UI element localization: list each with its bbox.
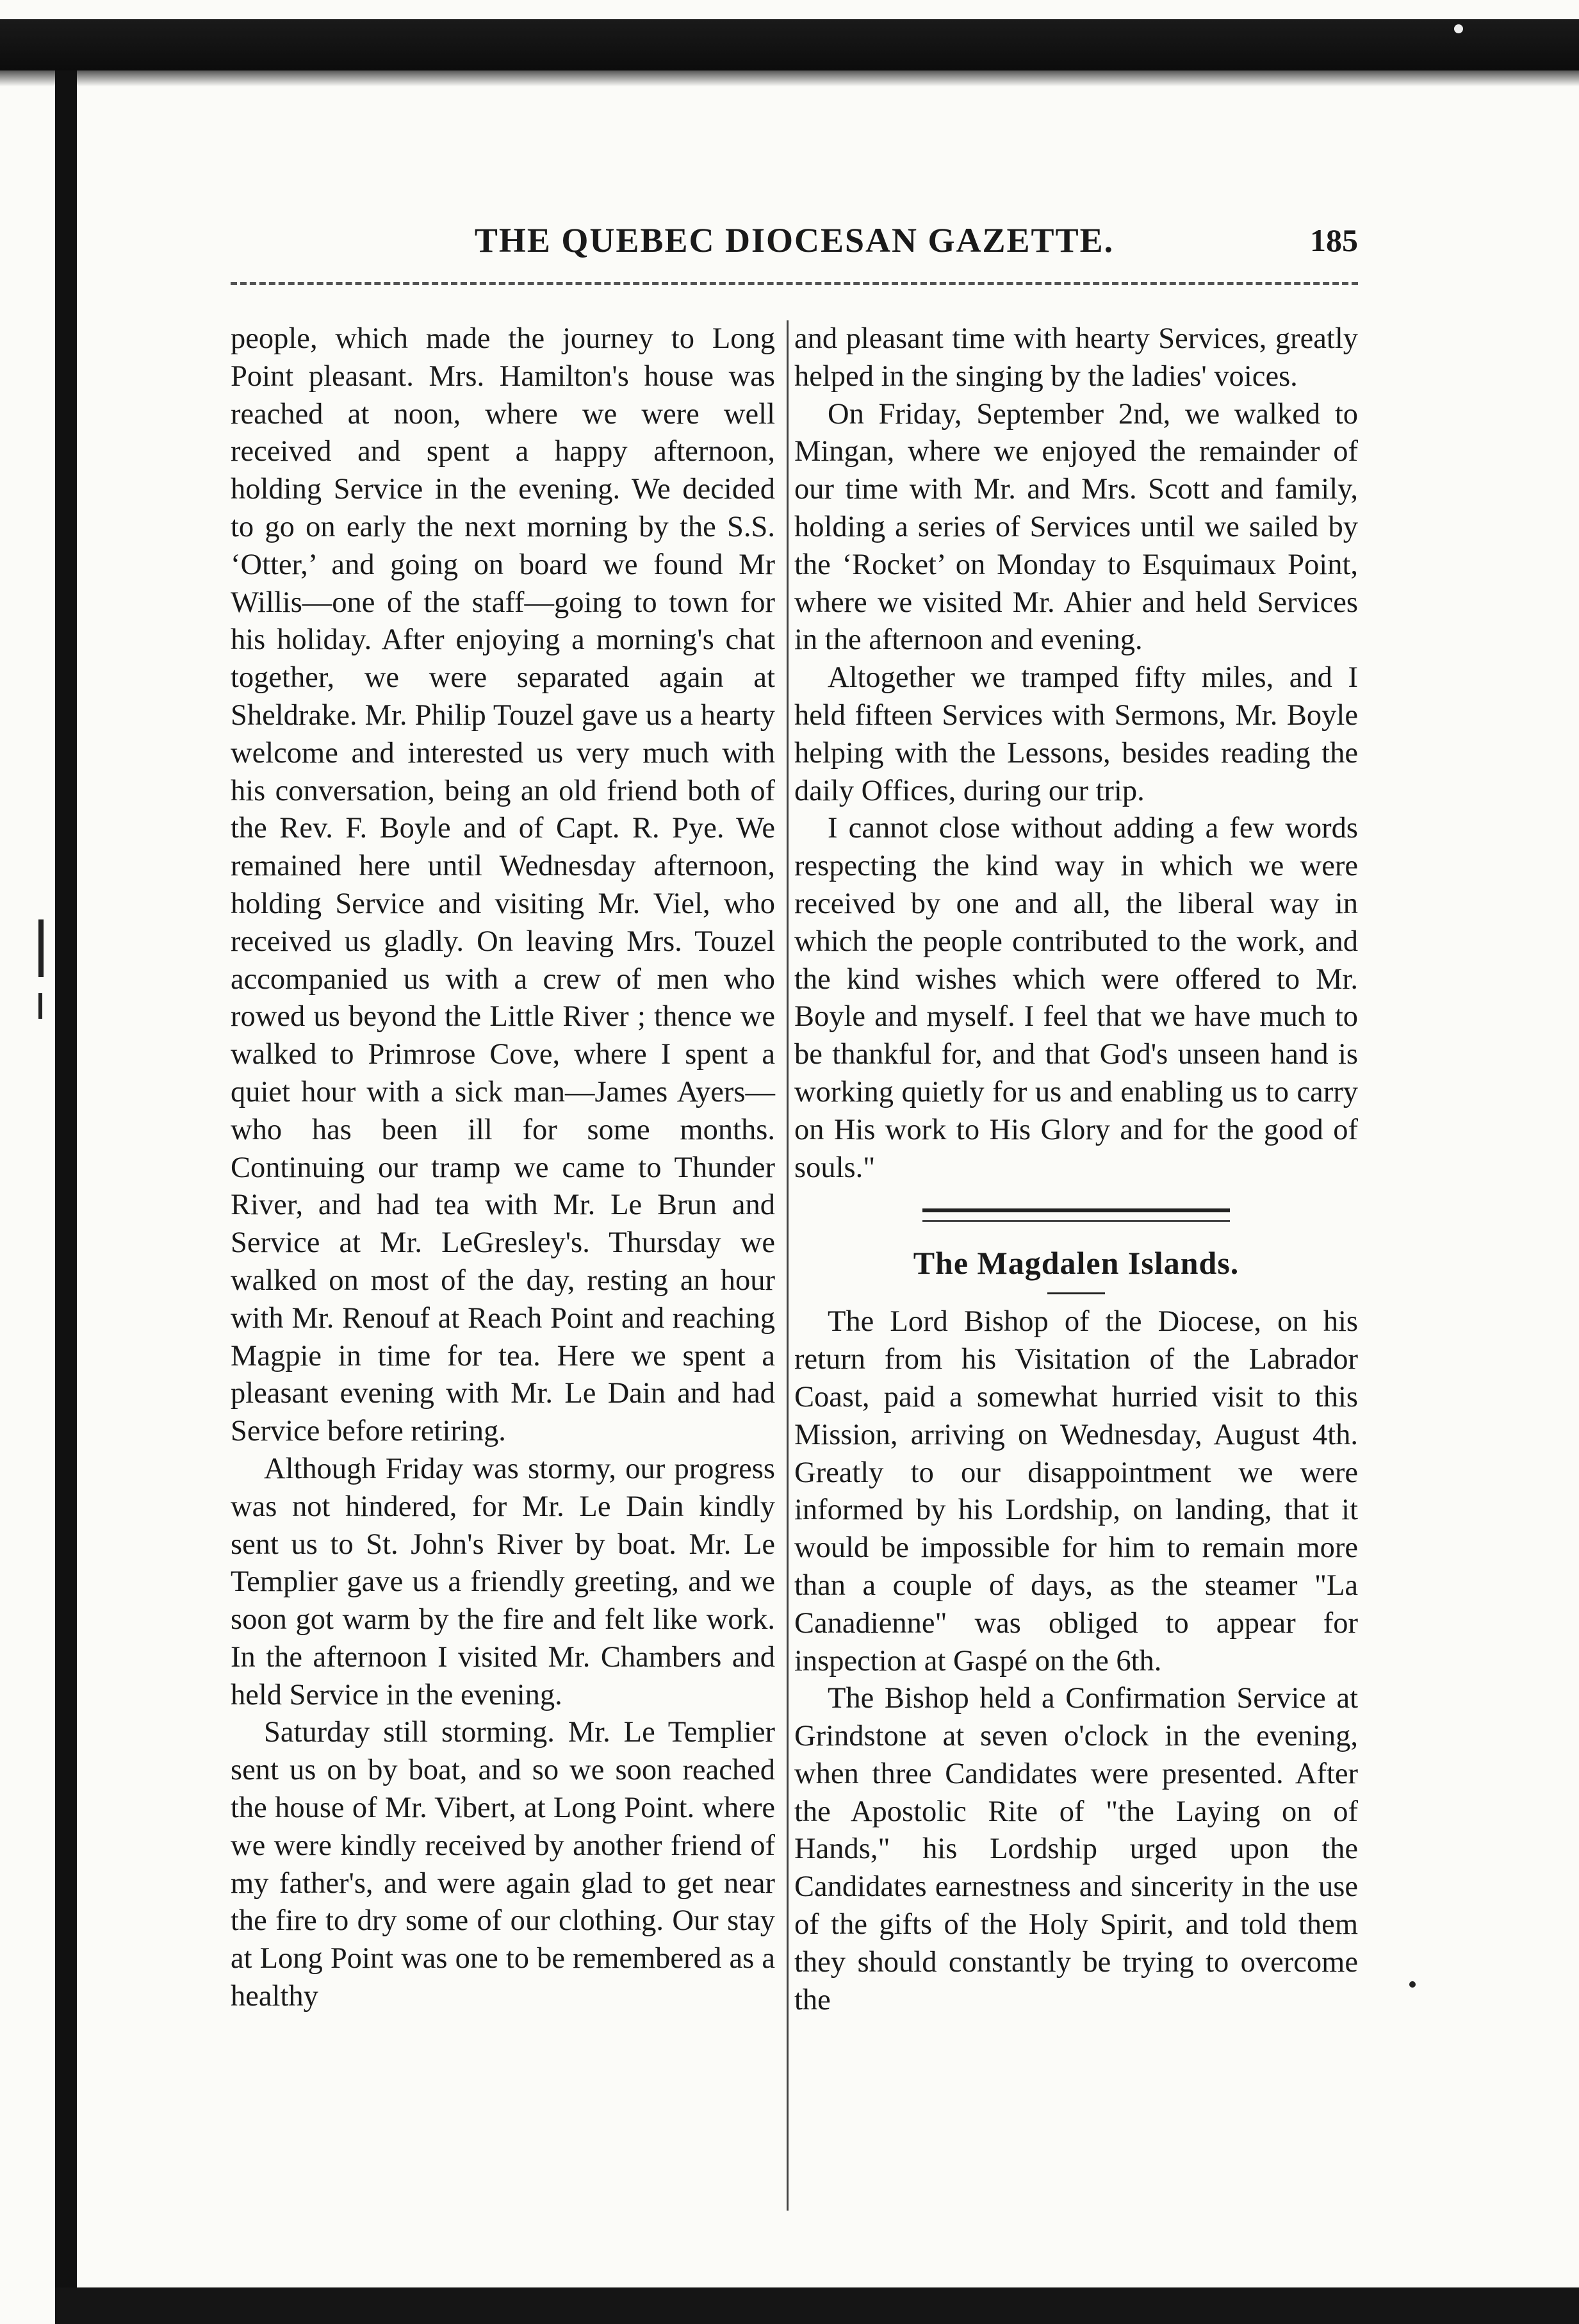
page-header xyxy=(231,211,1358,269)
scan-speck xyxy=(38,993,42,1019)
header-divider xyxy=(231,282,1358,285)
paragraph: Saturday still storming. Mr. Le Templier sent us on by boat, and so we soon reached the house of Mr. Vibert, at Long Point. where we were kindly received by another friend of my father's, and were again glad to get near the fire to dry some of our clothing. Our stay at Long Point was one to be remembered as a healthy xyxy=(231,1716,775,2013)
scan-speck xyxy=(1409,1981,1416,1988)
right-column xyxy=(794,320,1358,2019)
paragraph: and pleasant time with hearty Services, greatly helped in the singing by the ladies' voices. xyxy=(794,322,1358,393)
page-number: 185 xyxy=(1310,222,1358,258)
scan-speck xyxy=(38,919,44,977)
paragraph: On Friday, September 2nd, we walked to Mingan, where we enjoyed the remainder of our time with Mr. and Mrs. Scott and family, holding a series of Services until we sailed by the ‘Rocket’ on Monday to Esquimaux Point, where we visited Mr. Ahier and held Services in the afternoon and evening. xyxy=(794,397,1358,657)
paragraph: Altogether we tramped fifty miles, and I held fifteen Services with Sermons, Mr. Boyle helping with the Lessons, besides reading the daily Offices, during our trip. xyxy=(794,661,1358,807)
paragraph: The Lord Bishop of the Diocese, on his return from his Visitation of the Labrador Coast, paid a somewhat hurried visit to this Mission, arriving on Wednesday, August 4th. Greatly to our disappointment we were informed by his Lordship, on landing, that it would be impossible for him to remain more than a couple of days, as the steamer "La Canadienne" was obliged to appear for inspection at Gaspé on the 6th. xyxy=(794,1305,1358,1677)
paragraph: I cannot close without adding a few words respecting the kind way in which we were received by one and all, the liberal way in which the people contributed to the work, and the kind wishes which were offered to Mr. Boyle and myself. I feel that we have much to be thankful for, and that God's unseen hand is working quietly for us and enabling us to carry on His work to His Glory and for the good of souls." xyxy=(794,812,1358,1184)
paragraph: The Bishop held a Confirmation Service at Grindstone at seven o'clock in the evening, when three Candidates were presented. After the Apostolic Rite of "the Laying on of Hands," his Lordship urged upon the Candidates earnestness and sincerity in the use of the gifts of the Holy Spirit, and told them they should constantly be trying to overcome the xyxy=(794,1682,1358,2016)
page-title: THE QUEBEC DIOCESAN GAZETTE. xyxy=(474,221,1115,260)
paragraph: Although Friday was stormy, our progress was not hindered, for Mr. Le Dain kindly sent us to St. John's River by boat. Mr. Le Templier gave us a friendly greeting, and we soon got warm by the fire and felt like work. In the afternoon I visited Mr. Chambers and held Service in the evening. xyxy=(231,1452,775,1711)
scan-top-shadow xyxy=(0,70,1579,87)
scan-speck xyxy=(1454,24,1463,33)
section-heading: The Magdalen Islands. xyxy=(913,1245,1239,1281)
paragraph: people, which made the journey to Long Point pleasant. Mrs. Hamilton's house was reached at noon, where we were well received and spent a happy afternoon, holding Service in the evening. We decided to go on early the next morning by the S.S. ‘Otter,’ and going on board we found Mr Willis—one of the staff—going to town for his holiday. After enjoying a morning's chat together, we were separated again at Sheldrake. Mr. Philip Touzel gave us a hearty welcome and interested us very much with his conversation, being an old friend both of the Rev. F. Boyle and of Capt. R. Pye. We remained here until Wednesday afternoon, holding Service and visiting Mr. Viel, who received us gladly. On leaving Mrs. Touzel accompanied us with a crew of men who rowed us beyond the Little River ; thence we walked to Primrose Cove, where I spent a quiet hour with a sick man—James Ayers—who has been ill for some months. Continuing our tramp we came to Thunder River, and had tea with Mr. Le Brun and Service at Mr. LeGresley's. Thursday we walked on most of the day, resting an hour with Mr. Renouf at Reach Point and reaching Magpie in time for tea. Here we spent a pleasant evening with Mr. Le Dain and had Service before retiring. xyxy=(231,322,775,1448)
heading-underline xyxy=(1047,1292,1105,1294)
section-break-rule xyxy=(922,1208,1230,1222)
scan-top-border xyxy=(0,19,1579,70)
scan-bottom-border xyxy=(55,2287,1579,2324)
left-column xyxy=(231,320,775,2016)
column-divider xyxy=(787,320,789,2211)
scan-left-border xyxy=(55,70,77,2324)
